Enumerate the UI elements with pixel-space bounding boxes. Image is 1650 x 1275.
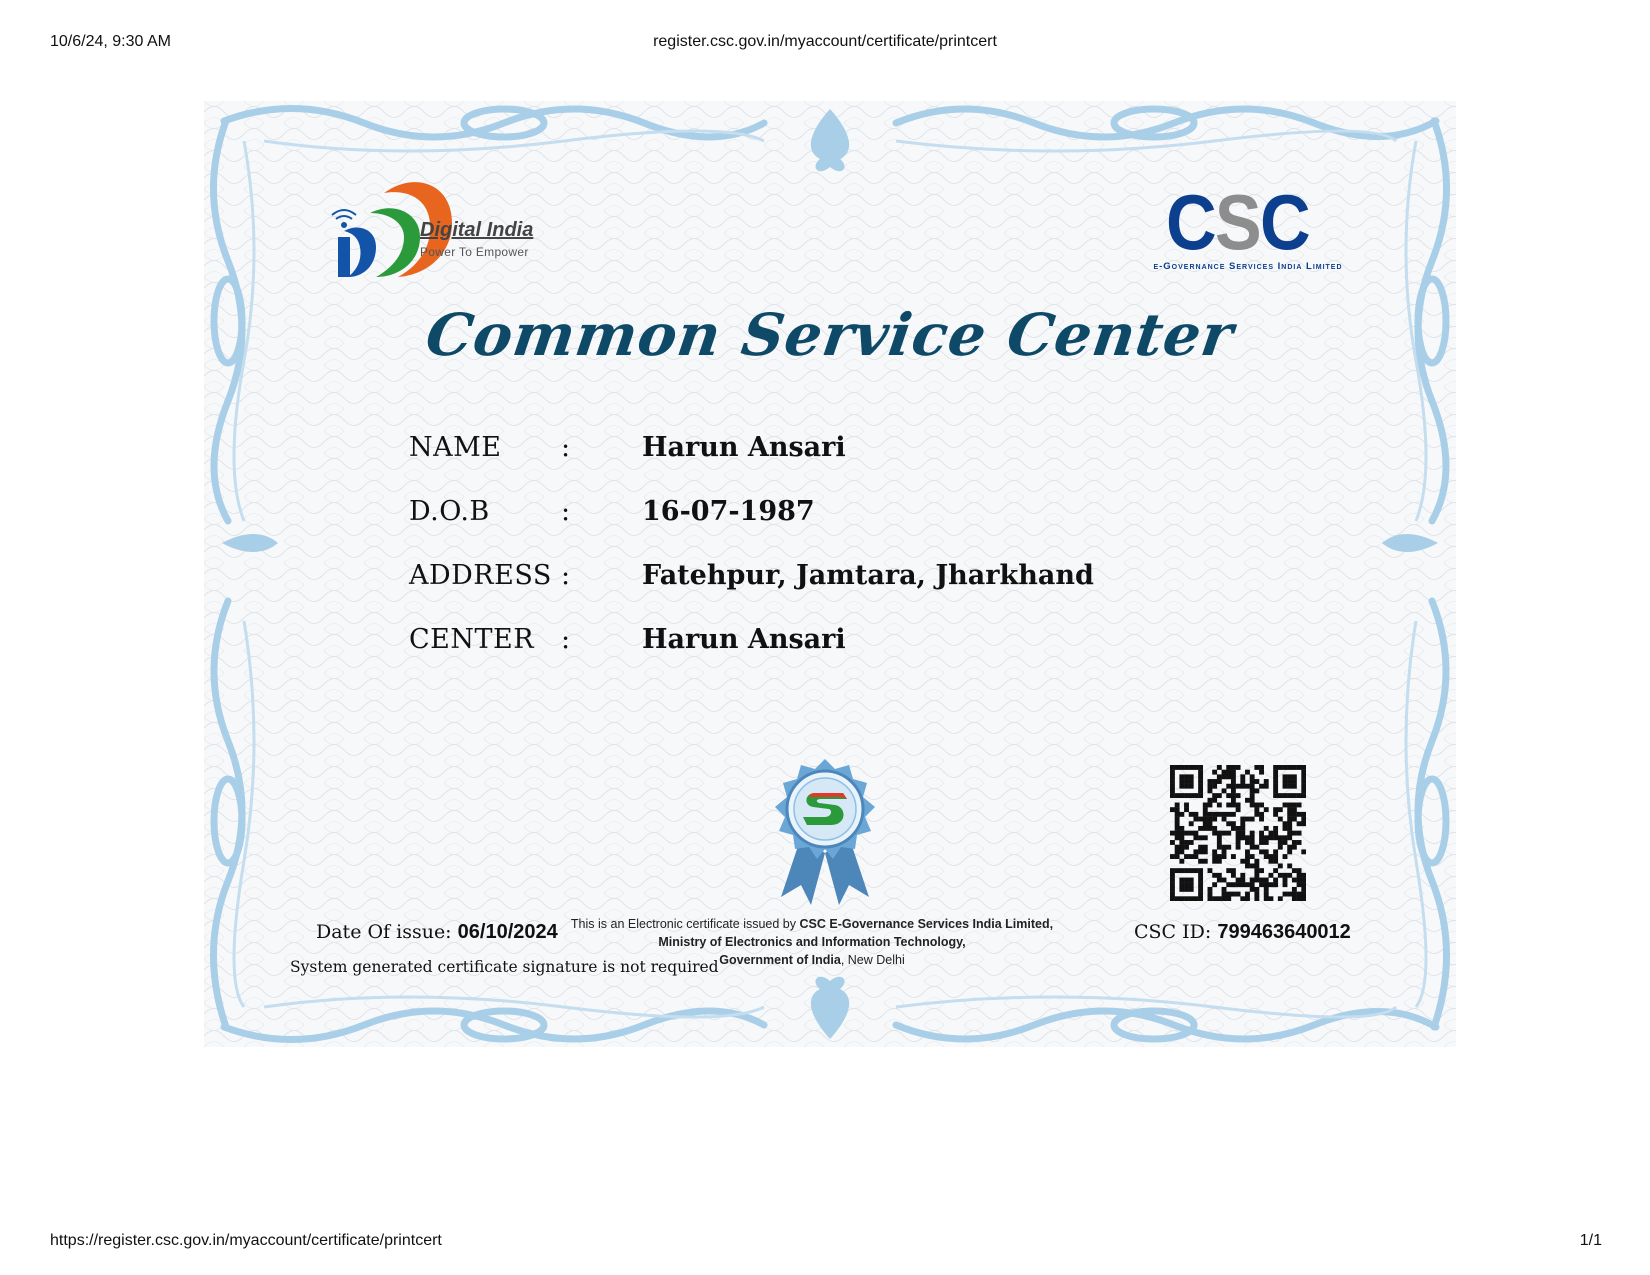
print-datetime: 10/6/24, 9:30 AM bbox=[50, 33, 171, 50]
field-separator: : bbox=[561, 624, 571, 655]
issuer-line1-prefix: This is an Electronic certificate issued by bbox=[570, 917, 800, 931]
field-value: 16-07-1987 bbox=[642, 496, 815, 527]
csc-id-value: 799463640012 bbox=[1217, 921, 1351, 943]
csc-id bbox=[1134, 921, 1351, 944]
digital-india-tagline: Power To Empower bbox=[420, 245, 529, 259]
issuer-line2-bold: Ministry of Electronics and Information Technology, bbox=[658, 935, 966, 949]
csc-logo-letters: CSC bbox=[1166, 178, 1309, 266]
print-footer-url: https://register.csc.gov.in/myaccount/certificate/printcert bbox=[50, 1232, 442, 1249]
field-value: Fatehpur, Jamtara, Jharkhand bbox=[642, 560, 1094, 591]
print-page-number: 1/1 bbox=[1579, 1232, 1602, 1249]
csc-logo-subtitle: e-Governance Services India Limited bbox=[1153, 261, 1343, 272]
field-separator: : bbox=[561, 560, 571, 591]
issuer-line3-bold: Government of India bbox=[719, 953, 841, 967]
qr-code bbox=[1170, 765, 1306, 901]
issuer-statement bbox=[552, 915, 1072, 969]
issuer-line3-suffix: , New Delhi bbox=[840, 953, 905, 967]
issuer-line1-bold: CSC E-Governance Services India Limited, bbox=[799, 917, 1054, 931]
digital-india-title: Digital India bbox=[420, 219, 534, 241]
field-value: Harun Ansari bbox=[642, 624, 846, 655]
field-label: NAME bbox=[409, 432, 502, 463]
csc-logo bbox=[1153, 178, 1343, 272]
field-separator: : bbox=[561, 496, 571, 527]
field-value: Harun Ansari bbox=[642, 432, 846, 463]
date-of-issue-label: Date Of issue: bbox=[316, 921, 452, 943]
csc-id-label: CSC ID: bbox=[1134, 921, 1212, 943]
field-label: ADDRESS bbox=[409, 560, 552, 591]
certificate bbox=[204, 101, 1456, 1047]
field-label: CENTER bbox=[409, 624, 535, 655]
field-separator: : bbox=[561, 432, 571, 463]
date-of-issue bbox=[316, 921, 558, 944]
print-page-title: register.csc.gov.in/myaccount/certificate/printcert bbox=[653, 33, 997, 50]
award-seal-icon bbox=[771, 757, 879, 907]
date-of-issue-value: 06/10/2024 bbox=[457, 921, 558, 943]
signature-note: System generated certificate signature is not required bbox=[290, 958, 719, 976]
field-label: D.O.B bbox=[409, 496, 490, 527]
certificate-title: Common Service Center bbox=[421, 301, 1239, 369]
